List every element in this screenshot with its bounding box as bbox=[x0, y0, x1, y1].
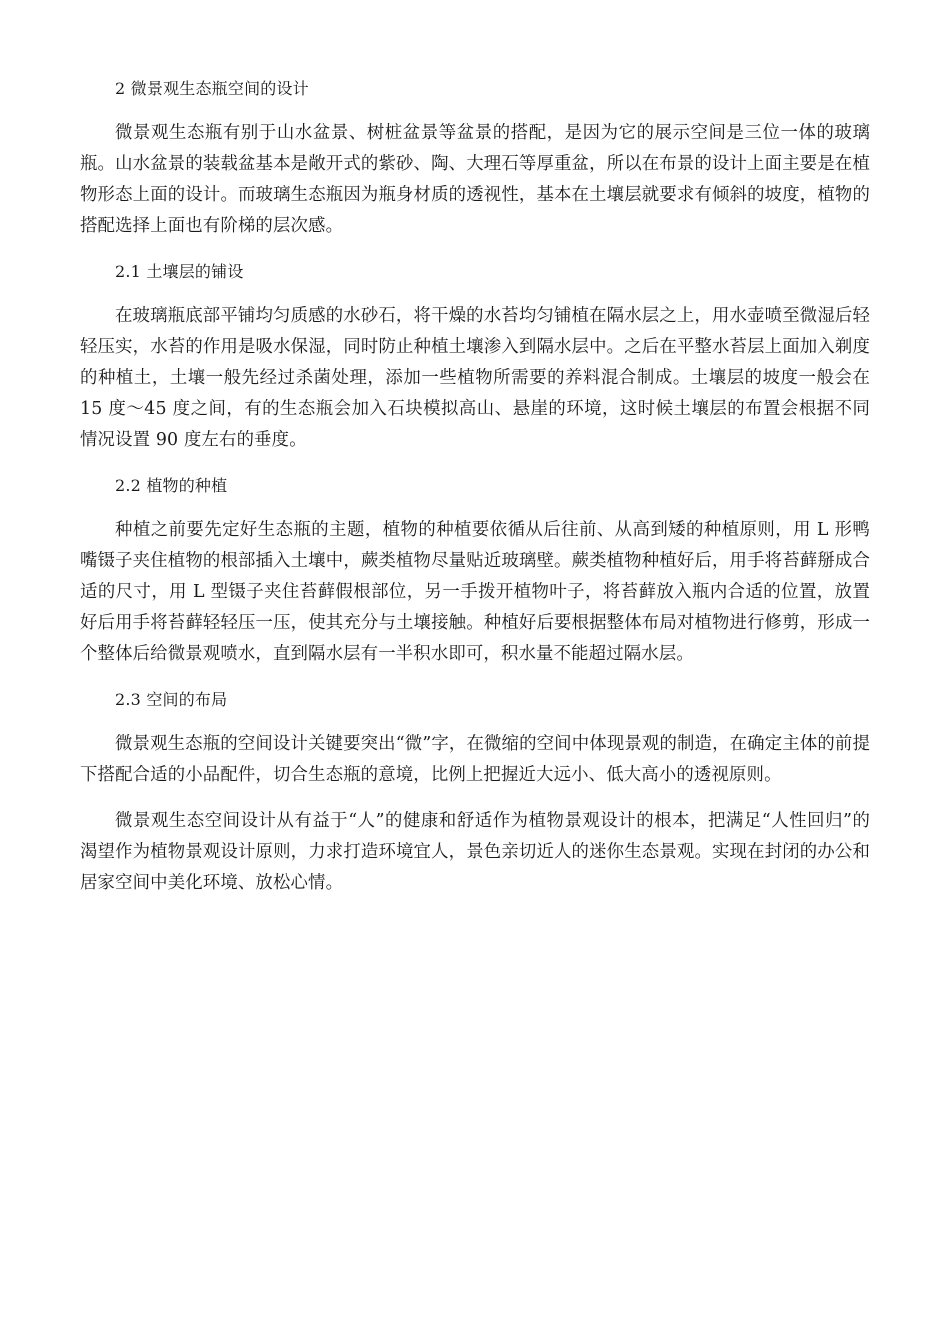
paragraph-planting: 种植之前要先定好生态瓶的主题，植物的种植要依循从后往前、从高到矮的种植原则，用 L 形鸭嘴镊子夹住植物的根部插入土壤中，蕨类植物尽量贴近玻璃壁。蕨类植物种植好后，用手将苔藓掰成合适的尺寸，用 L 型镊子夹住苔藓假根部位，另一手拨开植物叶子，将苔藓放入瓶内合适的位置，放置好后用手将苔藓轻轻压一压，使其充分与土壤接触。种植好后要根据整体布局对植物进行修剪，形成一个整体后给微景观喷水，直到隔水层有一半积水即可，积水量不能超过隔水层。 bbox=[80, 520, 870, 664]
section-heading-2: 2 微景观生态瓶空间的设计 bbox=[115, 79, 309, 98]
paragraph-soil-layer: 在玻璃瓶底部平铺均匀质感的水砂石，将干燥的水苔均匀铺植在隔水层之上，用水壶喷至微湿后轻轻压实，水苔的作用是吸水保湿，同时防止种植土壤渗入到隔水层中。之后在平整水苔层上面加入剃度的种植土，土壤一般先经过杀菌处理，添加一些植物所需要的养料混合制成。土壤层的坡度一般会在 15 度～45 度之间，有的生态瓶会加入石块模拟高山、悬崖的环境，这时候土壤层的布置会根据不同情况设置 90 度左右的垂度。 bbox=[80, 306, 870, 450]
paragraph-2-intro: 微景观生态瓶有别于山水盆景、树桩盆景等盆景的搭配，是因为它的展示空间是三位一体的玻璃瓶。山水盆景的装载盆基本是敞开式的紫砂、陶、大理石等厚重盆，所以在布景的设计上面主要是在植物形态上面的设计。而玻璃生态瓶因为瓶身材质的透视性，基本在土壤层就要求有倾斜的坡度，植物的搭配选择上面也有阶梯的层次感。 bbox=[80, 123, 870, 236]
section-heading-2-2: 2.2 植物的种植 bbox=[115, 476, 228, 495]
section-heading-2-1: 2.1 土壤层的铺设 bbox=[115, 262, 244, 281]
paragraph-layout-1: 微景观生态瓶的空间设计关键要突出“微”字，在微缩的空间中体现景观的制造，在确定主体的前提下搭配合适的小品配件，切合生态瓶的意境，比例上把握近大远小、低大高小的透视原则。 bbox=[80, 734, 870, 785]
paragraph-layout-2: 微景观生态空间设计从有益于“人”的健康和舒适作为植物景观设计的根本，把满足“人性回归”的渴望作为植物景观设计原则，力求打造环境宜人，景色亲切近人的迷你生态景观。实现在封闭的办公和居家空间中美化环境、放松心情。 bbox=[80, 811, 870, 893]
section-heading-2-3: 2.3 空间的布局 bbox=[115, 690, 228, 709]
